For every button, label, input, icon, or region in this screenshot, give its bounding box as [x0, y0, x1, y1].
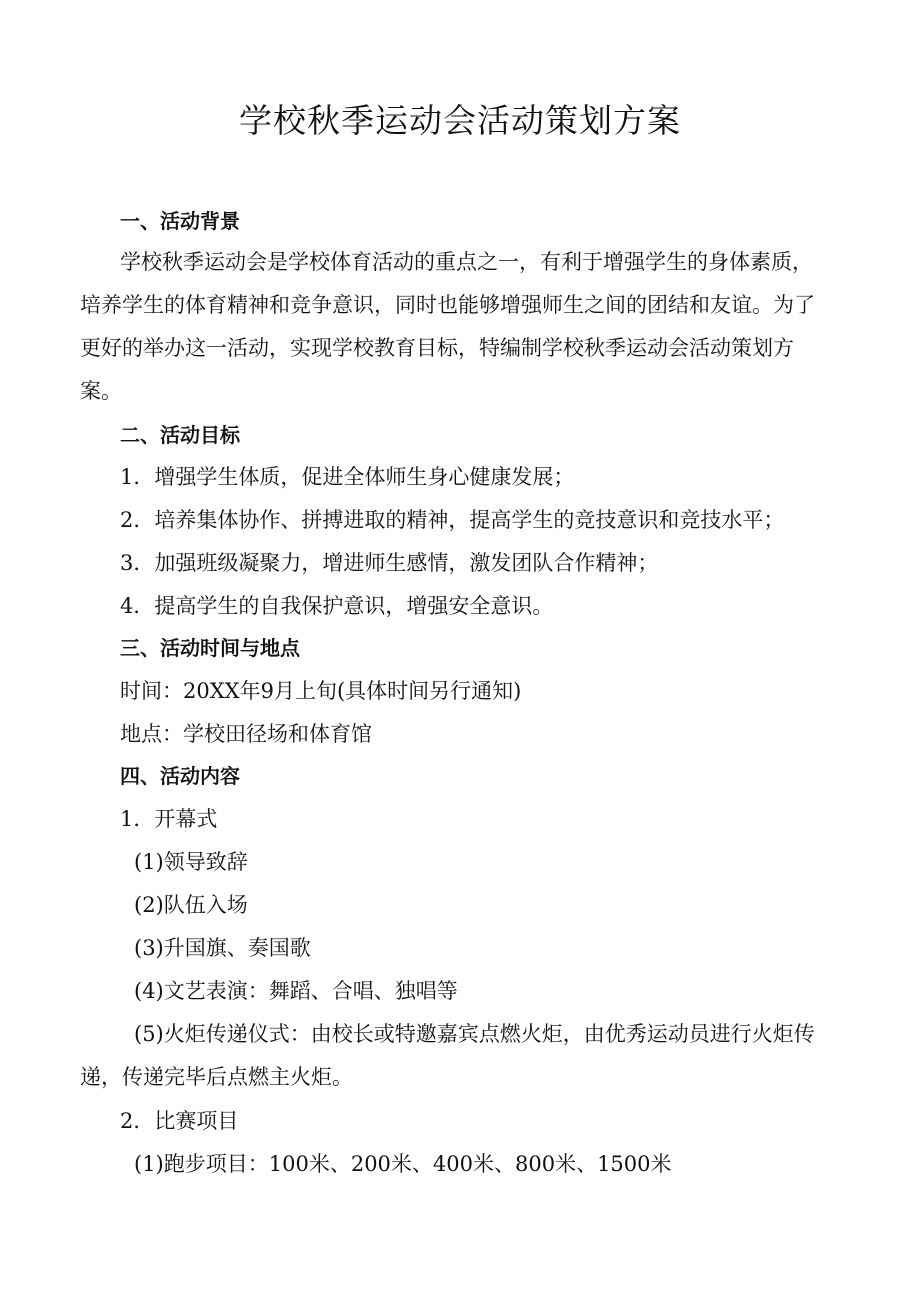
- paragraph-line: 学校秋季运动会是学校体育活动的重点之一，有利于增强学生的身体素质，: [120, 250, 813, 274]
- opening-item: (1)领导致辞: [134, 850, 248, 874]
- goal-item: 2．培养集体协作、拼搏进取的精神，提高学生的竞技意识和竞技水平；: [120, 508, 785, 532]
- events-label: 2．比赛项目: [120, 1109, 239, 1133]
- section-heading-time-place: 三、活动时间与地点: [120, 636, 300, 660]
- section-heading-content: 四、活动内容: [120, 764, 240, 788]
- paragraph-line: 培养学生的体育精神和竞争意识，同时也能够增强师生之间的团结和友谊。为了: [80, 293, 815, 317]
- event-time: 时间：20XX年9月上旬(具体时间另行通知): [120, 679, 522, 703]
- paragraph-line: 更好的举办这一活动，实现学校教育目标，特编制学校秋季运动会活动策划方: [80, 336, 794, 360]
- paragraph-line: 案。: [80, 379, 122, 403]
- paragraph-line: 递，传递完毕后点燃主火炬。: [80, 1065, 353, 1089]
- opening-item: (2)队伍入场: [134, 893, 248, 917]
- background-paragraph: [80, 241, 840, 413]
- opening-label: 1．开幕式: [120, 807, 218, 831]
- goal-item: 4．提高学生的自我保护意识，增强安全意识。: [120, 594, 554, 618]
- goal-item: 1．增强学生体质，促进全体师生身心健康发展；: [120, 465, 575, 489]
- opening-item: (3)升国旗、奏国歌: [134, 936, 311, 960]
- section-heading-goals: 二、活动目标: [120, 423, 240, 447]
- section-heading-background: 一、活动背景: [120, 209, 240, 233]
- torch-paragraph: [80, 1013, 840, 1099]
- opening-item: (4)文艺表演：舞蹈、合唱、独唱等: [134, 979, 458, 1003]
- document-title: 学校秋季运动会活动策划方案: [239, 101, 681, 140]
- goal-item: 3．加强班级凝聚力，增进师生感情，激发团队合作精神；: [120, 551, 659, 575]
- event-place: 地点：学校田径场和体育馆: [120, 722, 372, 746]
- event-item: (1)跑步项目：100米、200米、400米、800米、1500米: [134, 1152, 672, 1176]
- paragraph-line: (5)火炬传递仪式：由校长或特邀嘉宾点燃火炬，由优秀运动员进行火炬传: [134, 1022, 815, 1046]
